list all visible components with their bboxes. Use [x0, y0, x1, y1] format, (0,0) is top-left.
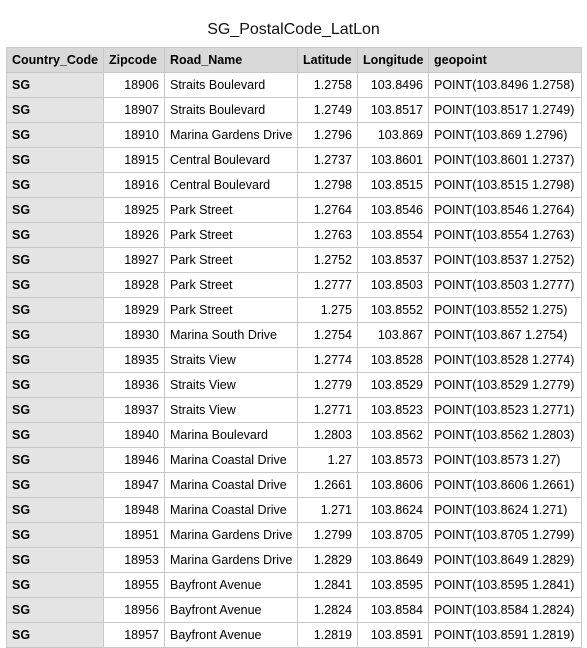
latitude-cell[interactable]: 1.2774 [298, 348, 358, 373]
country-code-cell[interactable]: SG [7, 198, 104, 223]
zipcode-cell[interactable]: 18951 [104, 523, 165, 548]
country-code-cell[interactable]: SG [7, 298, 104, 323]
latitude-cell[interactable]: 1.2661 [298, 473, 358, 498]
country-code-cell[interactable]: SG [7, 448, 104, 473]
table-row [7, 123, 582, 148]
geopoint-cell[interactable]: POINT(103.8624 1.271) [429, 498, 582, 523]
zipcode-cell[interactable]: 18929 [104, 298, 165, 323]
geopoint-cell[interactable]: POINT(103.8503 1.2777) [429, 273, 582, 298]
zipcode-cell[interactable]: 18925 [104, 198, 165, 223]
column-header-latitude[interactable]: Latitude [298, 48, 358, 73]
latitude-cell[interactable]: 1.2758 [298, 73, 358, 98]
geopoint-cell[interactable]: POINT(103.869 1.2796) [429, 123, 582, 148]
zipcode-cell[interactable]: 18906 [104, 73, 165, 98]
country-code-cell[interactable]: SG [7, 123, 104, 148]
country-code-cell[interactable]: SG [7, 98, 104, 123]
data-table [6, 47, 582, 648]
table-row [7, 173, 582, 198]
longitude-cell[interactable]: 103.8546 [358, 198, 429, 223]
longitude-cell[interactable]: 103.8515 [358, 173, 429, 198]
road-name-cell[interactable]: Marina South Drive [165, 323, 298, 348]
zipcode-cell[interactable]: 18953 [104, 548, 165, 573]
header-row [7, 48, 582, 73]
road-name-cell[interactable]: Straits View [165, 398, 298, 423]
latitude-cell[interactable]: 1.275 [298, 298, 358, 323]
geopoint-cell[interactable]: POINT(103.8595 1.2841) [429, 573, 582, 598]
road-name-cell[interactable]: Marina Gardens Drive [165, 523, 298, 548]
table-row [7, 323, 582, 348]
latitude-cell[interactable]: 1.2777 [298, 273, 358, 298]
table-row [7, 348, 582, 373]
longitude-cell[interactable]: 103.8573 [358, 448, 429, 473]
country-code-cell[interactable]: SG [7, 273, 104, 298]
longitude-cell[interactable]: 103.8554 [358, 223, 429, 248]
longitude-cell[interactable]: 103.8584 [358, 598, 429, 623]
table-row [7, 598, 582, 623]
longitude-cell[interactable]: 103.8529 [358, 373, 429, 398]
geopoint-cell[interactable]: POINT(103.8591 1.2819) [429, 623, 582, 648]
table-row [7, 448, 582, 473]
geopoint-cell[interactable]: POINT(103.8552 1.275) [429, 298, 582, 323]
geopoint-cell[interactable]: POINT(103.8546 1.2764) [429, 198, 582, 223]
country-code-cell[interactable]: SG [7, 623, 104, 648]
zipcode-cell[interactable]: 18956 [104, 598, 165, 623]
table-row [7, 523, 582, 548]
latitude-cell[interactable]: 1.2803 [298, 423, 358, 448]
table-row [7, 198, 582, 223]
zipcode-cell[interactable]: 18930 [104, 323, 165, 348]
road-name-cell[interactable]: Central Boulevard [165, 173, 298, 198]
country-code-cell[interactable]: SG [7, 523, 104, 548]
road-name-cell[interactable]: Park Street [165, 273, 298, 298]
table-row [7, 248, 582, 273]
road-name-cell[interactable]: Park Street [165, 223, 298, 248]
country-code-cell[interactable]: SG [7, 573, 104, 598]
table-row [7, 398, 582, 423]
geopoint-cell[interactable]: POINT(103.8584 1.2824) [429, 598, 582, 623]
country-code-cell[interactable]: SG [7, 498, 104, 523]
latitude-cell[interactable]: 1.2819 [298, 623, 358, 648]
latitude-cell[interactable]: 1.2798 [298, 173, 358, 198]
table-row [7, 98, 582, 123]
latitude-cell[interactable]: 1.2779 [298, 373, 358, 398]
latitude-cell[interactable]: 1.2752 [298, 248, 358, 273]
geopoint-cell[interactable]: POINT(103.8649 1.2829) [429, 548, 582, 573]
zipcode-cell[interactable]: 18948 [104, 498, 165, 523]
table-row [7, 423, 582, 448]
longitude-cell[interactable]: 103.867 [358, 323, 429, 348]
country-code-cell[interactable]: SG [7, 348, 104, 373]
table-row [7, 223, 582, 248]
latitude-cell[interactable]: 1.2841 [298, 573, 358, 598]
longitude-cell[interactable]: 103.8552 [358, 298, 429, 323]
zipcode-cell[interactable]: 18940 [104, 423, 165, 448]
column-header-longitude[interactable]: Longitude [358, 48, 429, 73]
latitude-cell[interactable]: 1.2763 [298, 223, 358, 248]
column-header-road-name[interactable]: Road_Name [165, 48, 298, 73]
zipcode-cell[interactable]: 18915 [104, 148, 165, 173]
longitude-cell[interactable]: 103.8503 [358, 273, 429, 298]
geopoint-cell[interactable]: POINT(103.8528 1.2774) [429, 348, 582, 373]
road-name-cell[interactable]: Marina Coastal Drive [165, 473, 298, 498]
latitude-cell[interactable]: 1.2754 [298, 323, 358, 348]
latitude-cell[interactable]: 1.2824 [298, 598, 358, 623]
road-name-cell[interactable]: Central Boulevard [165, 148, 298, 173]
country-code-cell[interactable]: SG [7, 148, 104, 173]
country-code-cell[interactable]: SG [7, 173, 104, 198]
column-header-geopoint[interactable]: geopoint [429, 48, 582, 73]
longitude-cell[interactable]: 103.8523 [358, 398, 429, 423]
country-code-cell[interactable]: SG [7, 473, 104, 498]
zipcode-cell[interactable]: 18946 [104, 448, 165, 473]
road-name-cell[interactable]: Straits Boulevard [165, 73, 298, 98]
zipcode-cell[interactable]: 18955 [104, 573, 165, 598]
longitude-cell[interactable]: 103.8537 [358, 248, 429, 273]
table-row [7, 298, 582, 323]
geopoint-cell[interactable]: POINT(103.8529 1.2779) [429, 373, 582, 398]
country-code-cell[interactable]: SG [7, 323, 104, 348]
road-name-cell[interactable]: Straits Boulevard [165, 98, 298, 123]
zipcode-cell[interactable]: 18935 [104, 348, 165, 373]
zipcode-cell[interactable]: 18927 [104, 248, 165, 273]
table-row [7, 373, 582, 398]
table-row [7, 473, 582, 498]
country-code-cell[interactable]: SG [7, 223, 104, 248]
zipcode-cell[interactable]: 18907 [104, 98, 165, 123]
country-code-cell[interactable]: SG [7, 598, 104, 623]
latitude-cell[interactable]: 1.27 [298, 448, 358, 473]
latitude-cell[interactable]: 1.2799 [298, 523, 358, 548]
table-row [7, 73, 582, 98]
road-name-cell[interactable]: Bayfront Avenue [165, 573, 298, 598]
longitude-cell[interactable]: 103.8601 [358, 148, 429, 173]
zipcode-cell[interactable]: 18937 [104, 398, 165, 423]
road-name-cell[interactable]: Park Street [165, 198, 298, 223]
road-name-cell[interactable]: Marina Gardens Drive [165, 548, 298, 573]
geopoint-cell[interactable]: POINT(103.8601 1.2737) [429, 148, 582, 173]
table-row [7, 273, 582, 298]
latitude-cell[interactable]: 1.271 [298, 498, 358, 523]
sheet-title: SG_PostalCode_LatLon [207, 21, 380, 38]
country-code-cell[interactable]: SG [7, 423, 104, 448]
geopoint-cell[interactable]: POINT(103.8517 1.2749) [429, 98, 582, 123]
zipcode-cell[interactable]: 18910 [104, 123, 165, 148]
zipcode-cell[interactable]: 18957 [104, 623, 165, 648]
table-row [7, 548, 582, 573]
road-name-cell[interactable]: Straits View [165, 348, 298, 373]
country-code-cell[interactable]: SG [7, 248, 104, 273]
zipcode-cell[interactable]: 18936 [104, 373, 165, 398]
zipcode-cell[interactable]: 18916 [104, 173, 165, 198]
geopoint-cell[interactable]: POINT(103.8515 1.2798) [429, 173, 582, 198]
table-row [7, 148, 582, 173]
longitude-cell[interactable]: 103.8562 [358, 423, 429, 448]
geopoint-cell[interactable]: POINT(103.8606 1.2661) [429, 473, 582, 498]
longitude-cell[interactable]: 103.869 [358, 123, 429, 148]
country-code-cell[interactable]: SG [7, 373, 104, 398]
country-code-cell[interactable]: SG [7, 73, 104, 98]
column-header-country-code[interactable]: Country_Code [7, 48, 104, 73]
longitude-cell[interactable]: 103.8517 [358, 98, 429, 123]
longitude-cell[interactable]: 103.8528 [358, 348, 429, 373]
country-code-cell[interactable]: SG [7, 398, 104, 423]
longitude-cell[interactable]: 103.8705 [358, 523, 429, 548]
table-row [7, 623, 582, 648]
longitude-cell[interactable]: 103.8595 [358, 573, 429, 598]
latitude-cell[interactable]: 1.2796 [298, 123, 358, 148]
latitude-cell[interactable]: 1.2771 [298, 398, 358, 423]
road-name-cell[interactable]: Marina Coastal Drive [165, 498, 298, 523]
geopoint-cell[interactable]: POINT(103.8554 1.2763) [429, 223, 582, 248]
road-name-cell[interactable]: Straits View [165, 373, 298, 398]
column-header-zipcode[interactable]: Zipcode [104, 48, 165, 73]
country-code-cell[interactable]: SG [7, 548, 104, 573]
geopoint-cell[interactable]: POINT(103.8562 1.2803) [429, 423, 582, 448]
geopoint-cell[interactable]: POINT(103.8523 1.2771) [429, 398, 582, 423]
latitude-cell[interactable]: 1.2829 [298, 548, 358, 573]
road-name-cell[interactable]: Marina Boulevard [165, 423, 298, 448]
road-name-cell[interactable]: Bayfront Avenue [165, 623, 298, 648]
zipcode-cell[interactable]: 18947 [104, 473, 165, 498]
table-body [7, 73, 582, 648]
latitude-cell[interactable]: 1.2764 [298, 198, 358, 223]
geopoint-cell[interactable]: POINT(103.8705 1.2799) [429, 523, 582, 548]
geopoint-cell[interactable]: POINT(103.8496 1.2758) [429, 73, 582, 98]
table-row [7, 573, 582, 598]
longitude-cell[interactable]: 103.8496 [358, 73, 429, 98]
zipcode-cell[interactable]: 18926 [104, 223, 165, 248]
geopoint-cell[interactable]: POINT(103.867 1.2754) [429, 323, 582, 348]
road-name-cell[interactable]: Bayfront Avenue [165, 598, 298, 623]
table-row [7, 498, 582, 523]
zipcode-cell[interactable]: 18928 [104, 273, 165, 298]
geopoint-cell[interactable]: POINT(103.8537 1.2752) [429, 248, 582, 273]
longitude-cell[interactable]: 103.8606 [358, 473, 429, 498]
latitude-cell[interactable]: 1.2737 [298, 148, 358, 173]
latitude-cell[interactable]: 1.2749 [298, 98, 358, 123]
road-name-cell[interactable]: Marina Gardens Drive [165, 123, 298, 148]
longitude-cell[interactable]: 103.8591 [358, 623, 429, 648]
road-name-cell[interactable]: Park Street [165, 298, 298, 323]
road-name-cell[interactable]: Park Street [165, 248, 298, 273]
geopoint-cell[interactable]: POINT(103.8573 1.27) [429, 448, 582, 473]
longitude-cell[interactable]: 103.8649 [358, 548, 429, 573]
road-name-cell[interactable]: Marina Coastal Drive [165, 448, 298, 473]
longitude-cell[interactable]: 103.8624 [358, 498, 429, 523]
